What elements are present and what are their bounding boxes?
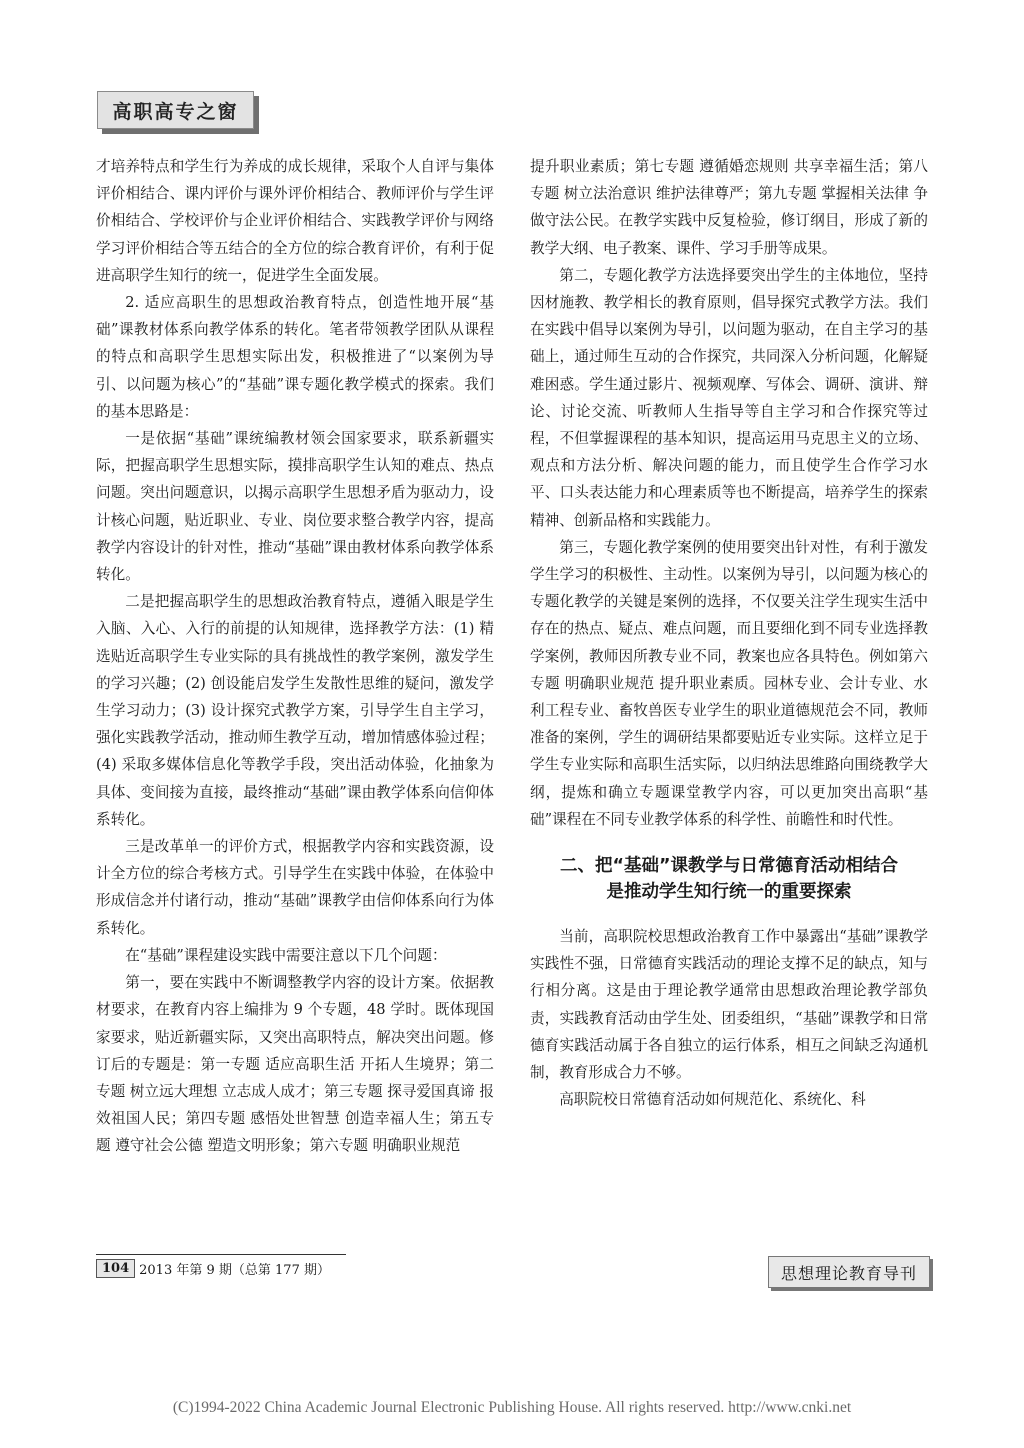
- paragraph: 才培养特点和学生行为养成的成长规律，采取个人自评与集体评价相结合、课内评价与课外评价相结合、教师评价与学生评价相结合、学校评价与企业评价相结合、实践教学评价与网络学习评价相结合等五结合的全方位的综合教育评价，有利于促进高职学生知行的统一，促进学生全面发展。: [96, 158, 494, 284]
- paragraph: 三是改革单一的评价方式，根据教学内容和实践资源，设计全方位的综合考核方式。引导学生在实践中体验，在体验中形成信念并付诸行动，推动“基础”课教学由信仰体系向行为体系转化。: [96, 838, 494, 937]
- left-column: [96, 153, 494, 1160]
- page-number: 104: [96, 1259, 135, 1278]
- section-title-tab: [97, 91, 254, 129]
- section-heading: [530, 853, 928, 905]
- paragraph: 当前，高职院校思想政治教育工作中暴露出“基础”课教学实践性不强，日常德育实践活动的理论支撑不足的缺点，知与行相分离。这是由于理论教学通常由思想政治理论教学部负责，实践教育活动由学生处、团委组织，“基础”课教学和日常德育实践活动属于各自独立的运行体系，相互之间缺乏沟通机制，教育形成合力不够。: [530, 928, 928, 1082]
- footer-issue-info: [96, 1254, 346, 1278]
- issue-info: 2013 年第 9 期（总第 177 期）: [139, 1263, 330, 1278]
- copyright-notice: (C)1994-2022 China Academic Journal Electronic Publishing House. All rights reserved. http://www.cnki.net: [172, 1399, 852, 1416]
- paragraph: 高职院校日常德育活动如何规范化、系统化、科: [559, 1091, 866, 1109]
- section-heading-line: 二、把“基础”课教学与日常德育活动相结合: [559, 856, 898, 877]
- paragraph: 一是依据“基础”课统编教材领会国家要求，联系新疆实际，把握高职学生思想实际，摸排高职学生认知的难点、热点问题。突出问题意识，以揭示高职学生思想矛盾为驱动力，设计核心问题，贴近职业、专业、岗位要求整合教学内容，提高教学内容设计的针对性，推动“基础”课由教材体系向教学体系转化。: [96, 430, 494, 584]
- paragraph: 在“基础”课程建设实践中需要注意以下几个问题：: [125, 946, 447, 964]
- journal-name-box: [768, 1256, 930, 1288]
- section-heading-line: 是推动学生知行统一的重要探索: [606, 882, 852, 903]
- paragraph: 二是把握高职学生的思想政治教育特点，遵循入眼是学生入脑、入心、入行的前提的认知规律，选择教学方法：(1) 精选贴近高职学生专业实际的具有挑战性的教学案例，激发学生的学习兴趣；(2) 创设能启发学生发散性思维的疑问，激发学生学习动力；(3) 设计探究式教学方案，引导学生自主学习，强化实践教学活动，推动师生教学互动，增加情感体验过程；(4) 采取多媒体信息化等教学手段，突出活动体验，化抽象为具体、变间接为直接，最终推动“基础”课由教学体系向信仰体系转化。: [96, 593, 494, 828]
- paragraph: 第一，要在实践中不断调整教学内容的设计方案。依据教材要求，在教育内容上编排为 9 个专题，48 学时。既体现国家要求，贴近新疆实际，又突出高职特点，解决突出问题。修订后的专题是：第一专题 适应高职生活 开拓人生境界；第二专题 树立远大理想 立志成人成才；第三专题 探寻爱国真谛 报效祖国人民；第四专题 感悟处世智慧 创造幸福人生；第五专题 遵守社会公德 塑造文明形象；第六专题 明确职业规范: [96, 974, 494, 1155]
- paragraph: 第二，专题化教学方法选择要突出学生的主体地位，坚持因材施教、教学相长的教育原则，倡导探究式教学方法。我们在实践中倡导以案例为导引，以问题为驱动，在自主学习的基础上，通过师生互动的合作探究，共同深入分析问题，化解疑难困惑。学生通过影片、视频观摩、写体会、调研、演讲、辩论、讨论交流、听教师人生指导等自主学习和合作探究等过程，不但掌握课程的基本知识，提高运用马克思主义的立场、观点和方法分析、解决问题的能力，而且使学生合作学习水平、口头表达能力和心理素质等也不断提高，培养学生的探索精神、创新品格和实践能力。: [530, 266, 928, 529]
- paragraph: 2. 适应高职生的思想政治教育特点，创造性地开展“基础”课教材体系向教学体系的转化。笔者带领教学团队从课程的特点和高职学生思想实际出发，积极推进了“以案例为导引、以问题为核心”的“基础”课专题化教学模式的探索。我们的基本思路是：: [96, 294, 494, 420]
- paragraph: 第三，专题化教学案例的使用要突出针对性，有利于激发学生学习的积极性、主动性。以案例为导引，以问题为核心的专题化教学的关键是案例的选择，不仅要关注学生现实生活中存在的热点、疑点、难点问题，而且要细化到不同专业选择教学案例，教师因所教专业不同，教案也应各具特色。例如第六专题 明确职业规范 提升职业素质。园林专业、会计专业、水利工程专业、畜牧兽医专业学生的职业道德规范会不同，教师准备的案例，学生的调研结果都要贴近专业实际。这样立足于学生专业实际和高职生活实际，以归纳法思维路向围绕教学大纲，提炼和确立专题课堂教学内容，可以更加突出高职“基础”课程在不同专业教学体系的科学性、前瞻性和时代性。: [530, 538, 928, 828]
- journal-name: 思想理论教育导刊: [780, 1263, 917, 1283]
- paragraph: 提升职业素质；第七专题 遵循婚恋规则 共享幸福生活；第八专题 树立法治意识 维护法律尊严；第九专题 掌握相关法律 争做守法公民。在教学实践中反复检验，修订纲目，形成了新的教学大纲、电子教案、课件、学习手册等成果。: [530, 158, 928, 257]
- section-title: 高职高专之窗: [112, 100, 239, 123]
- right-column: [530, 153, 928, 1114]
